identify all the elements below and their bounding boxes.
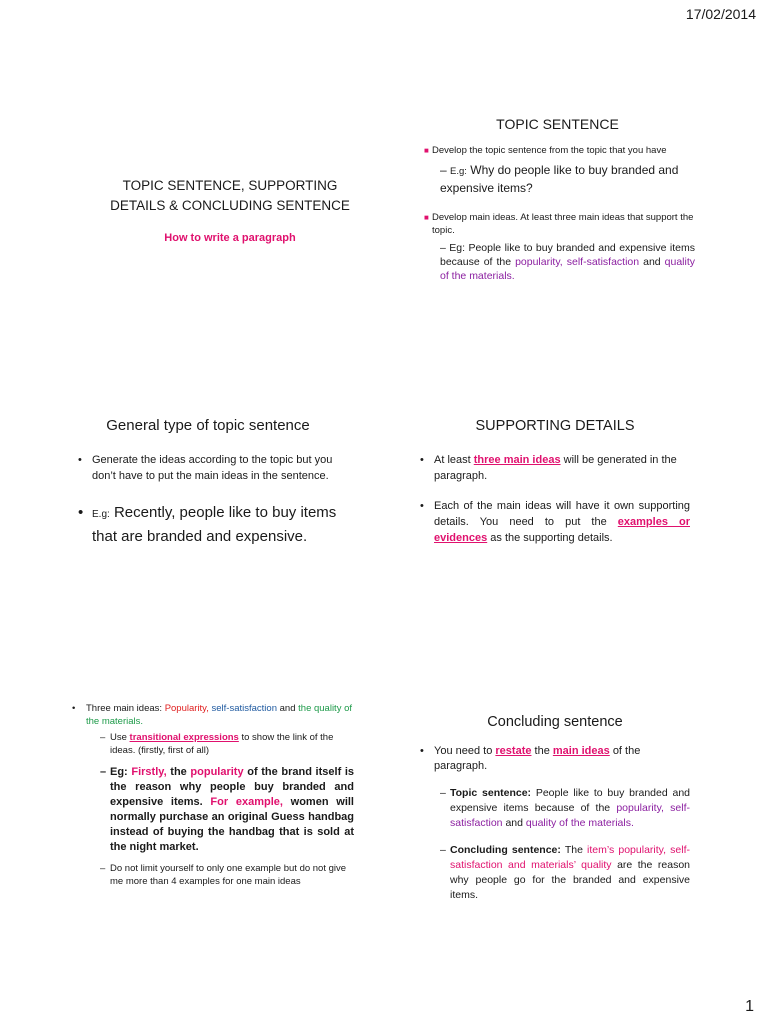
text: will be generated in the paragraph. xyxy=(434,454,677,482)
keyword-firstly: Firstly, xyxy=(131,766,167,778)
sub-example xyxy=(100,765,354,855)
keyword-self-satisfaction: self-satisfaction xyxy=(566,256,640,268)
slide-heading: TOPIC SENTENCE xyxy=(496,116,619,132)
example-prefix: E.g: xyxy=(92,509,110,520)
bullet-generate-ideas: • Generate the ideas according to the topic but you don’t have to put the main ideas in the sentence. xyxy=(78,452,338,484)
keyword-self-satisfaction: self-satisfaction xyxy=(450,802,691,829)
slide-supporting-details xyxy=(420,418,690,546)
slide-heading: SUPPORTING DETAILS xyxy=(475,418,635,434)
text: The xyxy=(564,844,583,856)
sub-topic-sentence xyxy=(440,786,690,831)
slide-topic-sentence xyxy=(420,118,695,283)
highlight-main-ideas: main ideas xyxy=(552,745,610,757)
slide-heading: General type of topic sentence xyxy=(106,417,310,434)
keyword-popularity: popularity, xyxy=(515,256,563,268)
text: Use xyxy=(110,732,127,743)
bullet-three-main-ideas xyxy=(420,452,690,484)
highlight-three-main-ideas: three main ideas xyxy=(473,454,561,466)
example-main-ideas: – Eg: People like to buy branded and expensive items because of the popularity, self-satisfaction and quality of the materials. xyxy=(440,242,695,282)
slide-concluding-sentence xyxy=(420,715,690,903)
keyword-popularity: Popularity, xyxy=(164,703,209,714)
text: People like to buy branded and expensive items because of the xyxy=(450,787,691,814)
text: of the paragraph. xyxy=(434,745,641,772)
page-date: 17/02/2014 xyxy=(685,6,756,22)
bullet-restate xyxy=(420,744,690,774)
slide-title-heading xyxy=(70,176,390,216)
keyword-quality: quality of the materials. xyxy=(525,817,634,829)
text: women will normally purchase an original Guess handbag instead of buying the handbag that is sold at the night market. xyxy=(110,796,354,853)
text: You need to xyxy=(434,745,493,757)
example-question: – E.g: Why do people like to buy branded and expensive items? xyxy=(440,163,679,195)
page-number: 1 xyxy=(745,998,754,1015)
text: are the reason why people go for the branded and expensive items. xyxy=(450,859,690,901)
conjunction: and xyxy=(279,703,296,714)
example-text: Eg: People like to buy branded and expensive items because of the xyxy=(440,242,695,268)
example-prefix: E.g: xyxy=(450,166,467,177)
keyword-self-satisfaction: self-satisfaction xyxy=(211,703,277,714)
highlight-examples: examples or evidences xyxy=(434,516,690,544)
text: of the brand itself is the reason why people buy branded and expensive items. xyxy=(110,766,355,808)
example-text: Recently, people like to buy items that are branded and expensive. xyxy=(92,504,337,545)
highlight-restate: restate xyxy=(495,745,532,757)
text: Three main ideas: xyxy=(86,703,163,714)
text: Eg: xyxy=(110,766,128,778)
keyword-popularity: popularity xyxy=(190,766,244,778)
highlight-concluding: item’s popularity, self-satisfaction and materials’ quality xyxy=(450,844,690,871)
example-text: Why do people like to buy branded and expensive items? xyxy=(440,163,679,195)
sub-transitional xyxy=(100,732,354,757)
keyword-for-example: For example, xyxy=(210,796,283,808)
bullet-text: Develop main ideas. At least three main ideas that support the topic. xyxy=(432,212,694,236)
label: Concluding sentence: xyxy=(450,844,561,856)
text: as the supporting details. xyxy=(490,532,613,544)
label: Topic sentence: xyxy=(450,787,532,799)
slide-heading: Concluding sentence xyxy=(487,714,623,730)
bullet-develop-main-ideas xyxy=(420,212,695,237)
bullet-example xyxy=(78,502,338,548)
bullet-develop-topic xyxy=(420,145,695,158)
bullet-supporting-details xyxy=(420,498,690,546)
square-bullet-icon: ■ xyxy=(424,145,429,155)
text: to show the link of the ideas. (firstly, first of all) xyxy=(110,732,334,756)
slide-main-ideas xyxy=(72,703,354,888)
conjunction: and xyxy=(643,256,661,268)
text: the xyxy=(170,766,187,778)
keyword-quality: quality of the materials. xyxy=(440,256,695,282)
slide-title xyxy=(70,176,390,244)
title-line-1: TOPIC SENTENCE, SUPPORTING xyxy=(122,178,338,193)
title-line-2: DETAILS & CONCLUDING SENTENCE xyxy=(110,198,350,213)
text: At least xyxy=(434,454,471,466)
slide-general-type xyxy=(78,418,338,548)
sub-concluding-sentence xyxy=(440,843,690,903)
square-bullet-icon: ■ xyxy=(424,213,429,222)
keyword-popularity: popularity, xyxy=(616,802,664,814)
text: the xyxy=(534,745,550,757)
text: Each of the main ideas will have it own supporting details. You need to put the xyxy=(434,500,690,528)
sub-limit-examples: – Do not limit yourself to only one example but do not give me more than 4 examples for one main ideas xyxy=(100,863,354,888)
keyword-quality: the quality of the materials. xyxy=(86,703,353,727)
slide-subtitle: How to write a paragraph xyxy=(164,232,296,244)
conjunction: and xyxy=(505,817,523,829)
bullet-three-main-ideas xyxy=(72,703,354,728)
highlight-transitional: transitional expressions xyxy=(129,732,239,743)
bullet-text: Develop the topic sentence from the topic that you have xyxy=(432,144,667,156)
